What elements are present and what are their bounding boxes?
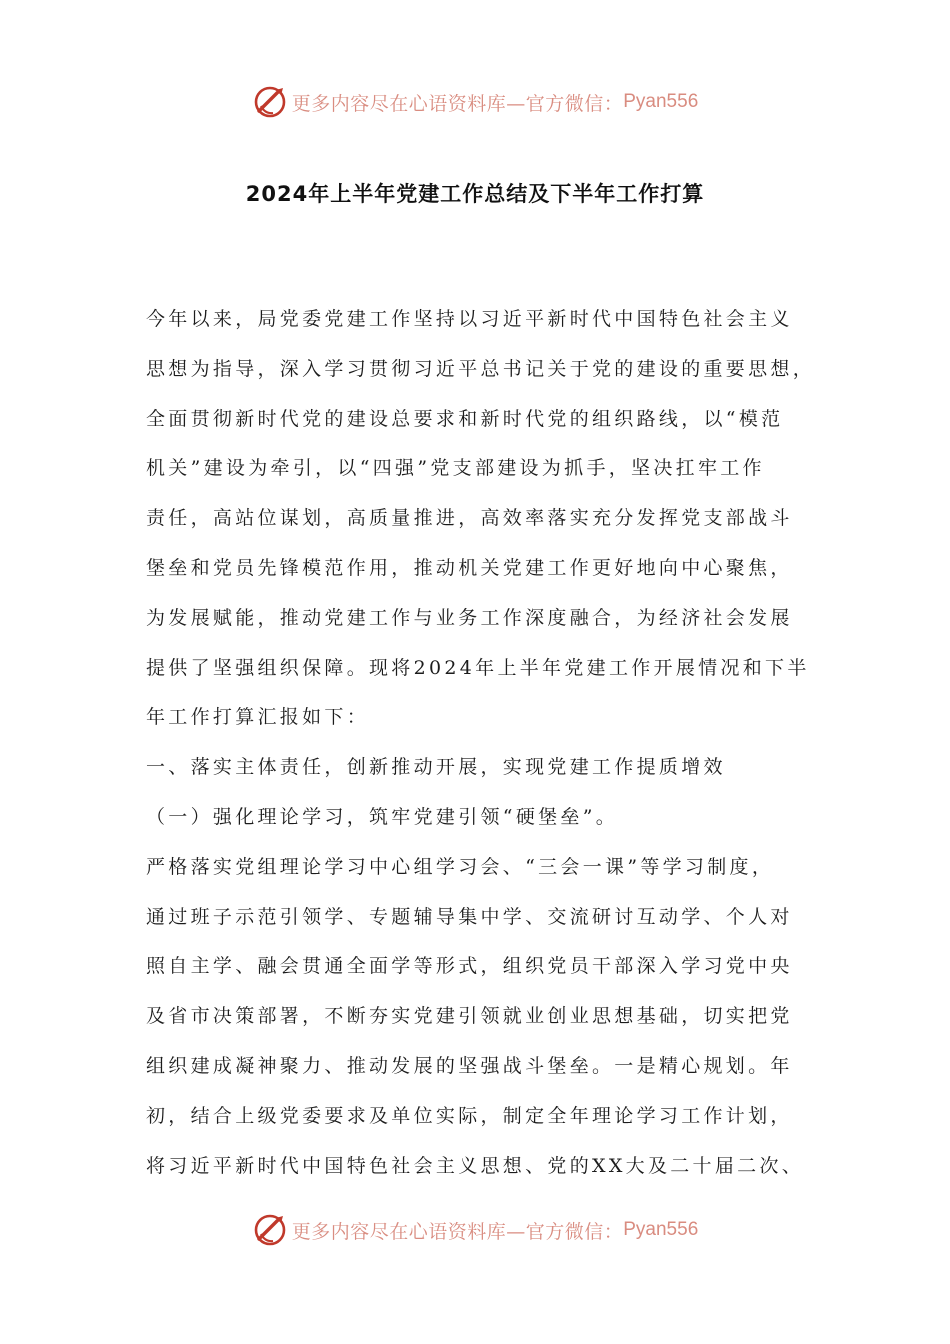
watermark-banner-top xyxy=(0,80,950,124)
subsection-heading: （一）强化理论学习，筑牢党建引领“硬堡垒”。 xyxy=(146,805,619,828)
pen-logo-icon xyxy=(252,1212,288,1248)
body-line: 堡垒和党员先锋模范作用，推动机关党建工作更好地向中心聚焦， xyxy=(146,556,793,579)
watermark-wechat-id: Pyan556 xyxy=(623,91,699,112)
body-line: 责任，高站位谋划，高质量推进，高效率落实充分发挥党支部战斗 xyxy=(146,507,793,530)
body-line: 机关”建设为牵引，以“四强”党支部建设为抓手，坚决扛牢工作 xyxy=(146,457,765,480)
body-line: 及省市决策部署，不断夯实党建引领就业创业思想基础，切实把党 xyxy=(146,1005,793,1028)
document-title: 2024年上半年党建工作总结及下半年工作打算 xyxy=(245,182,705,206)
watermark-text: 更多内容尽在心语资料库—官方微信： xyxy=(291,1220,624,1243)
watermark-text: 更多内容尽在心语资料库—官方微信： xyxy=(291,92,624,115)
body-line: 思想为指导，深入学习贯彻习近平总书记关于党的建设的重要思想， xyxy=(146,357,816,380)
section-heading: 一、落实主体责任，创新推动开展，实现党建工作提质增效 xyxy=(146,756,726,779)
body-line: 为发展赋能，推动党建工作与业务工作深度融合，为经济社会发展 xyxy=(146,606,793,629)
watermark-wechat-id: Pyan556 xyxy=(623,1219,699,1240)
body-line: 通过班子示范引领学、专题辅导集中学、交流研讨互动学、个人对 xyxy=(146,905,793,928)
watermark-banner-bottom xyxy=(0,1208,950,1252)
body-line: 严格落实党组理论学习中心组学习会、“三会一课”等学习制度， xyxy=(146,855,775,878)
body-line: 提供了坚强组织保障。现将2024年上半年党建工作开展情况和下半 xyxy=(146,656,810,679)
body-line: 今年以来，局党委党建工作坚持以习近平新时代中国特色社会主义 xyxy=(146,308,793,330)
document-body xyxy=(146,295,816,1191)
body-line: 初，结合上级党委要求及单位实际，制定全年理论学习工作计划， xyxy=(146,1104,793,1127)
body-line: 将习近平新时代中国特色社会主义思想、党的XX大及二十届二次、 xyxy=(146,1154,805,1177)
pen-logo-icon xyxy=(252,84,288,120)
body-line: 年工作打算汇报如下： xyxy=(146,706,370,729)
body-line: 组织建成凝神聚力、推动发展的坚强战斗堡垒。一是精心规划。年 xyxy=(146,1054,793,1077)
body-line: 全面贯彻新时代党的建设总要求和新时代党的组织路线，以“模范 xyxy=(146,407,784,430)
body-line: 照自主学、融会贯通全面学等形式，组织党员干部深入学习党中央 xyxy=(146,955,793,978)
